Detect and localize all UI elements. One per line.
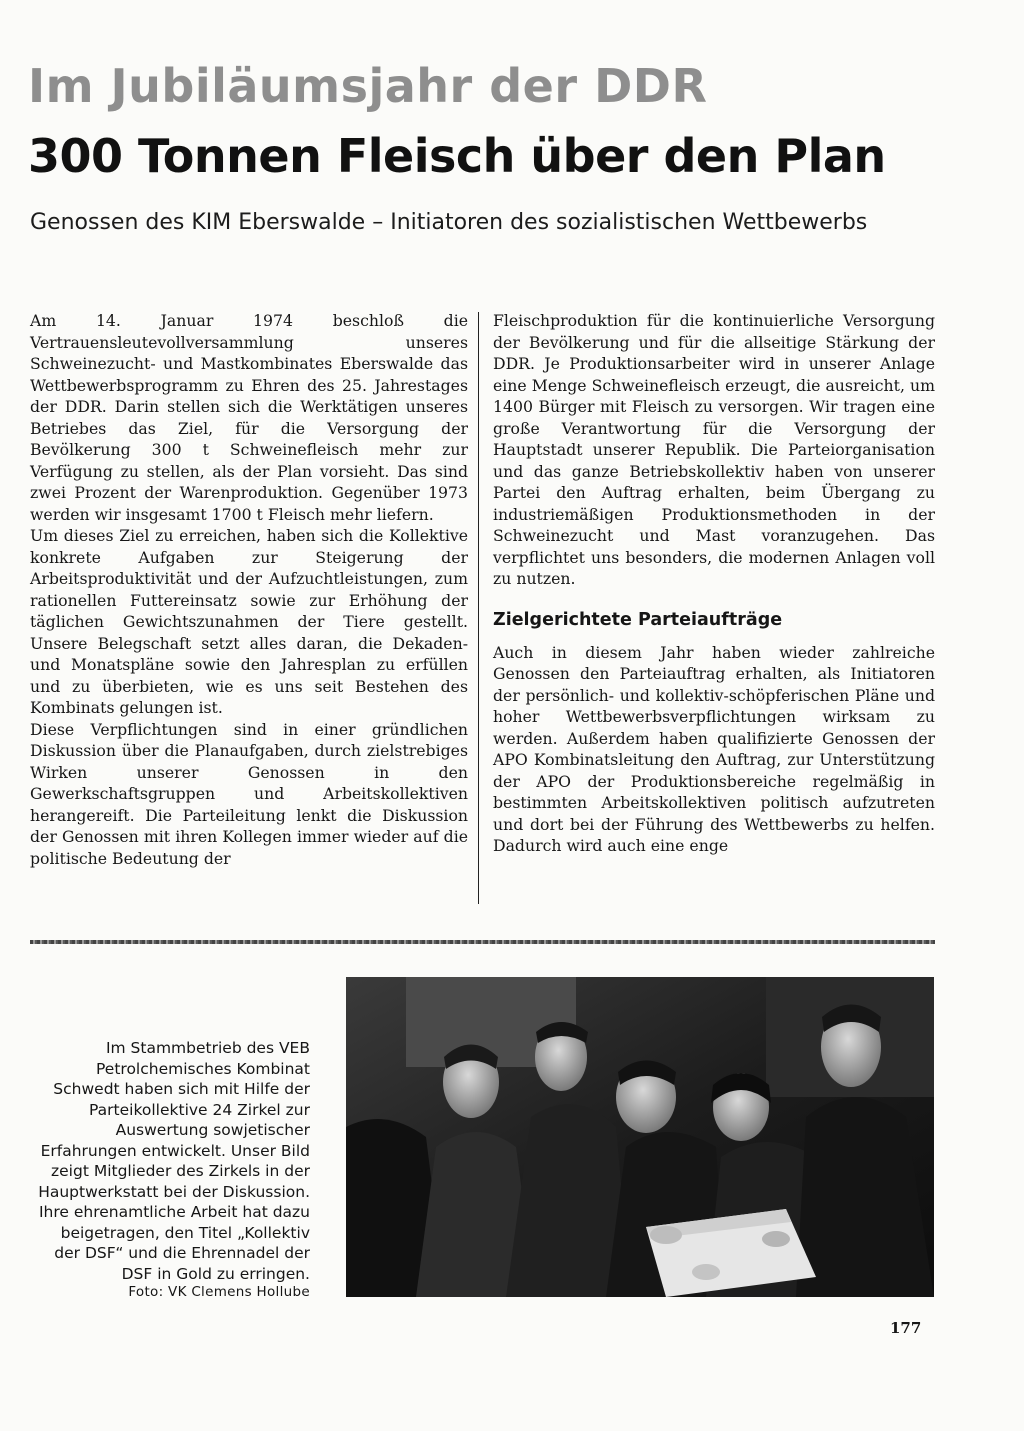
photo-image (346, 977, 934, 1297)
paragraph-4: Fleischproduktion für die kontinuierliche Versorgung der Bevölkerung und für die allseitige Stärkung der DDR. Je Produktionsarbeiter wird in unserer Anlage eine Menge Schweinefleisch erzeugt, die ausreicht, um 1400 Bürger mit Fleisch zu versorgen. Wir tragen eine große Verantwortung für die Versorgung der Hauptstadt unserer Republik. Die Parteiorganisation und das ganze Betriebskollektiv haben von unserer Partei den Auftrag erhalten, beim Übergang zu industriemäßigen Produktionsmethoden in der Schweinezucht und Mast voranzugehen. Das verpflichtet uns besonders, die modernen Anlagen voll zu nutzen. (493, 311, 935, 588)
paragraph-3: Diese Verpflichtungen sind in einer gründlichen Diskussion über die Planaufgaben, durch zielstrebiges Wirken unserer Genossen in den Gewerkschaftsgruppen und Arbeitskollektiven herangereift. Die Parteileitung lenkt die Diskussion der Genossen mit ihren Kollegen immer wieder auf die politische Bedeutung der (30, 719, 468, 868)
paragraph-2: Um dieses Ziel zu erreichen, haben sich die Kollektive konkrete Aufgaben zur Steigerung der Arbeitsproduktivität und der Aufzuchtleistungen, zum rationellen Futtereinsatz sowie zur Erhöhung der täglichen Gewichtszunahmen der Tiere gestellt. Unsere Belegschaft setzt alles daran, die Dekaden- und Monatspläne sowie den Jahresplan zu erfüllen und zu überbieten, wie es uns seit Bestehen des Kombinats gelungen ist. (30, 526, 468, 717)
headline: 300 Tonnen Fleisch über den Plan (28, 129, 886, 183)
paragraph-5: Auch in diesem Jahr haben wieder zahlreiche Genossen den Parteiauftrag erhalten, als Initiatoren der persönlich- und kollektiv-schöpferischen Pläne und hoher Wettbewerbsverpflichtungen wirksam zu werden. Außerdem haben qualifizierte Genossen der APO Kombinatsleitung den Auftrag, zur Unterstützung der APO der Produktionsbereiche regelmäßig in bestimmten Arbeitskollektiven politisch aufzutreten und dort bei der Führung des Wettbewerbs zu helfen. Dadurch wird auch eine enge (493, 642, 935, 855)
article-column-left (30, 310, 468, 869)
kicker-title: Im Jubiläumsjahr der DDR (28, 59, 708, 113)
separator-rule (30, 940, 935, 944)
photo-credit: Foto: VK Clemens Hollube (128, 1284, 310, 1300)
section-heading: Zielgerichtete Parteiaufträge (493, 609, 783, 630)
column-divider (478, 312, 479, 904)
paragraph-1: Am 14. Januar 1974 beschloß die Vertrauensleutevollversammlung unseres Schweinezucht- und Mastkombinates Eberswalde das Wettbewerbsprogramm zu Ehren des 25. Jahrestages der DDR. Darin stellen sich die Werktätigen unseres Betriebes das Ziel, für die Versorgung der Bevölkerung 300 t Schweinefleisch mehr zur Verfügung zu stellen, als der Plan vorsieht. Das sind zwei Prozent der Warenproduktion. Gegenüber 1973 werden wir insgesamt 1700 t Fleisch mehr liefern. (30, 311, 468, 524)
photo-group-discussion (346, 977, 934, 1297)
page-number: 177 (890, 1319, 922, 1337)
article-column-right (493, 310, 935, 857)
photo-caption: Im Stammbetrieb des VEB Petrolchemisches Kombinat Schwedt haben sich mit Hilfe der Parteikollektive 24 Zirkel zur Auswertung sowjetischer Erfahrungen entwickelt. Unser Bild zeigt Mitglieder des Zirkels in der Hauptwerkstatt bei der Diskussion. Ihre ehrenamtliche Arbeit hat dazu beigetragen, den Titel „Kollektiv der DSF“ und die Ehrennadel der DSF in Gold zu erringen. (38, 1039, 310, 1283)
subheadline: Genossen des KIM Eberswalde – Initiatoren des sozialistischen Wettbewerbs (30, 210, 868, 235)
